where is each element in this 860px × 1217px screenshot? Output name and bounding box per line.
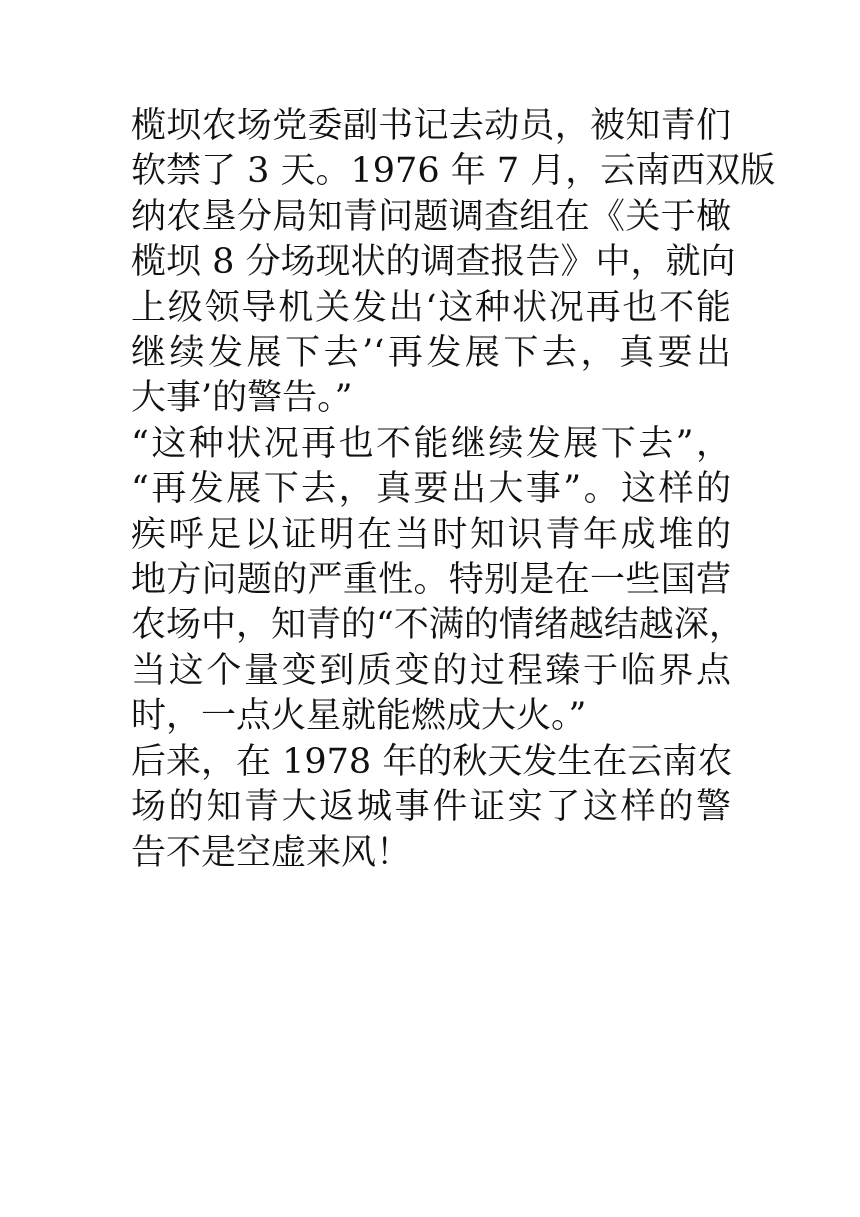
text-line: 时，一点火星就能燃成大火。”: [131, 696, 587, 737]
text-line: 地方问题的严重性。特别是在一些国营: [131, 560, 731, 601]
text-line: “这种状况再也不能继续发展下去”，: [131, 423, 731, 464]
text-line: 软禁了 3 天。1976 年 7 月，云南西双版: [131, 151, 776, 192]
text-line: “再发展下去，真要出大事”。这样的: [131, 469, 731, 510]
text-line: 后来，在 1978 年的秋天发生在云南农: [131, 741, 733, 782]
text-line: 疾呼足以证明在当时知识青年成堆的: [131, 514, 731, 555]
text-line: 场的知青大返城事件证实了这样的警: [131, 787, 731, 828]
text-line: 农场中，知青的“不满的情绪越结越深，: [131, 605, 744, 646]
text-line: 上级领导机关发出‘这种状况再也不能: [131, 287, 731, 328]
text-line: 榄坝 8 分场现状的调查报告》中，就向: [131, 242, 736, 283]
text-line: 告不是空虚来风！: [131, 832, 412, 873]
text-line: 当这个量变到质变的过程臻于临界点: [131, 650, 731, 691]
text-line: 大事’的警告。”: [131, 378, 353, 419]
text-line: 榄坝农场党委副书记去动员，被知青们: [131, 106, 731, 146]
body-text: [131, 104, 776, 876]
text-line: 继续发展下去’‘再发展下去，真要出: [131, 333, 731, 374]
text-line: 纳农垦分局知青问题调查组在《关于橄: [131, 196, 731, 237]
